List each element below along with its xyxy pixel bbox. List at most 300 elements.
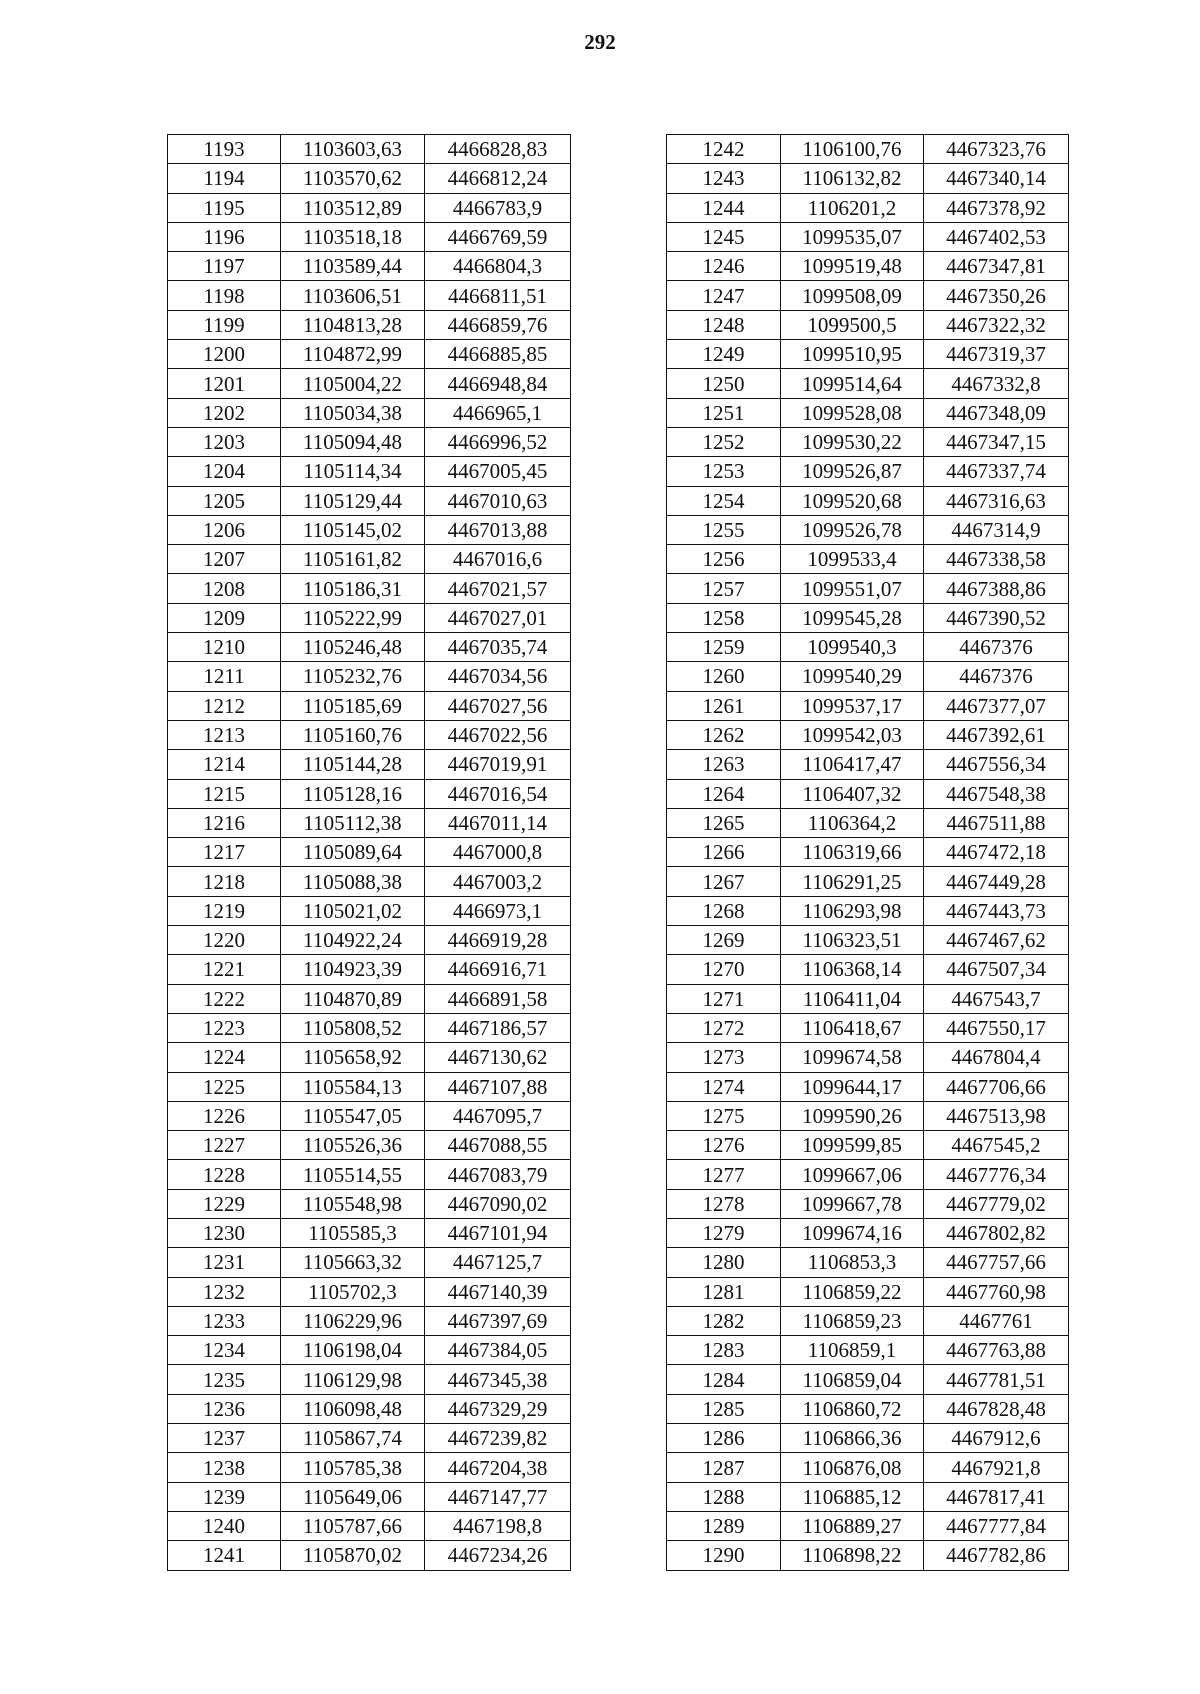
x-coordinate-cell: 1099674,16 [781, 1218, 924, 1247]
point-number-cell: 1215 [168, 779, 281, 808]
x-coordinate-cell: 1105867,74 [281, 1424, 425, 1453]
table-row [168, 515, 571, 544]
table-row [168, 779, 571, 808]
x-coordinate-cell: 1105658,92 [281, 1043, 425, 1072]
point-number-cell: 1213 [168, 720, 281, 749]
x-coordinate-cell: 1105145,02 [281, 515, 425, 544]
point-number-cell: 1237 [168, 1424, 281, 1453]
table-row [667, 662, 1069, 691]
x-coordinate-cell: 1099545,28 [781, 603, 924, 632]
point-number-cell: 1287 [667, 1453, 781, 1482]
table-row [667, 1072, 1069, 1101]
table-row [168, 486, 571, 515]
x-coordinate-cell: 1103606,51 [281, 281, 425, 310]
y-coordinate-cell: 4467377,07 [924, 691, 1069, 720]
x-coordinate-cell: 1105526,36 [281, 1131, 425, 1160]
y-coordinate-cell: 4467204,38 [425, 1453, 571, 1482]
y-coordinate-cell: 4467804,4 [924, 1043, 1069, 1072]
table-row [667, 691, 1069, 720]
y-coordinate-cell: 4467449,28 [924, 867, 1069, 896]
point-number-cell: 1232 [168, 1277, 281, 1306]
x-coordinate-cell: 1105161,82 [281, 545, 425, 574]
table-row [667, 603, 1069, 632]
y-coordinate-cell: 4467376 [924, 633, 1069, 662]
table-row [667, 1189, 1069, 1218]
table-row [667, 164, 1069, 193]
y-coordinate-cell: 4467760,98 [924, 1277, 1069, 1306]
point-number-cell: 1275 [667, 1101, 781, 1130]
x-coordinate-cell: 1106898,22 [781, 1541, 924, 1570]
point-number-cell: 1288 [667, 1482, 781, 1511]
point-number-cell: 1254 [667, 486, 781, 515]
point-number-cell: 1255 [667, 515, 781, 544]
x-coordinate-cell: 1103570,62 [281, 164, 425, 193]
x-coordinate-cell: 1105129,44 [281, 486, 425, 515]
x-coordinate-cell: 1105186,31 [281, 574, 425, 603]
table-row [168, 1482, 571, 1511]
y-coordinate-cell: 4467507,34 [924, 955, 1069, 984]
x-coordinate-cell: 1099667,78 [781, 1189, 924, 1218]
y-coordinate-cell: 4467763,88 [924, 1336, 1069, 1365]
x-coordinate-cell: 1105034,38 [281, 398, 425, 427]
table-row [168, 955, 571, 984]
point-number-cell: 1212 [168, 691, 281, 720]
table-row [168, 662, 571, 691]
x-coordinate-cell: 1105663,32 [281, 1248, 425, 1277]
table-row [667, 720, 1069, 749]
y-coordinate-cell: 4467388,86 [924, 574, 1069, 603]
table-row [667, 1160, 1069, 1189]
table-row [667, 1365, 1069, 1394]
x-coordinate-cell: 1099590,26 [781, 1101, 924, 1130]
x-coordinate-cell: 1106859,1 [781, 1336, 924, 1365]
x-coordinate-cell: 1099526,87 [781, 457, 924, 486]
x-coordinate-cell: 1099551,07 [781, 574, 924, 603]
x-coordinate-cell: 1099519,48 [781, 252, 924, 281]
table-row [168, 1101, 571, 1130]
table-row [168, 838, 571, 867]
point-number-cell: 1281 [667, 1277, 781, 1306]
y-coordinate-cell: 4467921,8 [924, 1453, 1069, 1482]
y-coordinate-cell: 4467467,62 [924, 926, 1069, 955]
y-coordinate-cell: 4467035,74 [425, 633, 571, 662]
table-row [667, 1101, 1069, 1130]
y-coordinate-cell: 4467757,66 [924, 1248, 1069, 1277]
y-coordinate-cell: 4467402,53 [924, 222, 1069, 251]
y-coordinate-cell: 4467761 [924, 1306, 1069, 1335]
y-coordinate-cell: 4466812,24 [425, 164, 571, 193]
x-coordinate-cell: 1099520,68 [781, 486, 924, 515]
table-row [667, 1277, 1069, 1306]
point-number-cell: 1224 [168, 1043, 281, 1072]
x-coordinate-cell: 1106859,22 [781, 1277, 924, 1306]
y-coordinate-cell: 4466996,52 [425, 427, 571, 456]
y-coordinate-cell: 4467782,86 [924, 1541, 1069, 1570]
table-row [667, 867, 1069, 896]
x-coordinate-cell: 1099537,17 [781, 691, 924, 720]
point-number-cell: 1235 [168, 1365, 281, 1394]
y-coordinate-cell: 4467186,57 [425, 1013, 571, 1042]
point-number-cell: 1211 [168, 662, 281, 691]
point-number-cell: 1238 [168, 1453, 281, 1482]
table-row [168, 457, 571, 486]
table-row [667, 633, 1069, 662]
table-row [168, 1131, 571, 1160]
point-number-cell: 1200 [168, 340, 281, 369]
table-row [168, 164, 571, 193]
y-coordinate-cell: 4467543,7 [924, 984, 1069, 1013]
x-coordinate-cell: 1099674,58 [781, 1043, 924, 1072]
x-coordinate-cell: 1106132,82 [781, 164, 924, 193]
x-coordinate-cell: 1105585,3 [281, 1218, 425, 1247]
y-coordinate-cell: 4467513,98 [924, 1101, 1069, 1130]
point-number-cell: 1265 [667, 808, 781, 837]
x-coordinate-cell: 1106198,04 [281, 1336, 425, 1365]
table-row [168, 1189, 571, 1218]
y-coordinate-cell: 4467706,66 [924, 1072, 1069, 1101]
table-row [168, 135, 571, 164]
x-coordinate-cell: 1103512,89 [281, 193, 425, 222]
table-row [168, 427, 571, 456]
y-coordinate-cell: 4466769,59 [425, 222, 571, 251]
table-row [667, 398, 1069, 427]
table-row [168, 1160, 571, 1189]
y-coordinate-cell: 4467347,15 [924, 427, 1069, 456]
table-row [667, 1013, 1069, 1042]
x-coordinate-cell: 1104870,89 [281, 984, 425, 1013]
point-number-cell: 1227 [168, 1131, 281, 1160]
y-coordinate-cell: 4467140,39 [425, 1277, 571, 1306]
coordinates-table-right [666, 134, 1069, 1571]
point-number-cell: 1277 [667, 1160, 781, 1189]
point-number-cell: 1209 [168, 603, 281, 632]
x-coordinate-cell: 1106876,08 [781, 1453, 924, 1482]
point-number-cell: 1253 [667, 457, 781, 486]
page-number: 292 [584, 30, 616, 54]
x-coordinate-cell: 1105246,48 [281, 633, 425, 662]
point-number-cell: 1249 [667, 340, 781, 369]
y-coordinate-cell: 4467472,18 [924, 838, 1069, 867]
x-coordinate-cell: 1106411,04 [781, 984, 924, 1013]
x-coordinate-cell: 1105547,05 [281, 1101, 425, 1130]
y-coordinate-cell: 4467378,92 [924, 193, 1069, 222]
table-row [168, 1336, 571, 1365]
y-coordinate-cell: 4467548,38 [924, 779, 1069, 808]
table-row [667, 838, 1069, 867]
y-coordinate-cell: 4467776,34 [924, 1160, 1069, 1189]
point-number-cell: 1266 [667, 838, 781, 867]
y-coordinate-cell: 4467090,02 [425, 1189, 571, 1218]
point-number-cell: 1246 [667, 252, 781, 281]
table-row [168, 310, 571, 339]
point-number-cell: 1225 [168, 1072, 281, 1101]
table-row [667, 750, 1069, 779]
x-coordinate-cell: 1099530,22 [781, 427, 924, 456]
table-row [168, 1013, 571, 1042]
table-row [168, 281, 571, 310]
y-coordinate-cell: 4466804,3 [425, 252, 571, 281]
y-coordinate-cell: 4467314,9 [924, 515, 1069, 544]
y-coordinate-cell: 4467550,17 [924, 1013, 1069, 1042]
x-coordinate-cell: 1105702,3 [281, 1277, 425, 1306]
table-row [667, 574, 1069, 603]
y-coordinate-cell: 4466965,1 [425, 398, 571, 427]
table-row [667, 515, 1069, 544]
x-coordinate-cell: 1106853,3 [781, 1248, 924, 1277]
table-row [667, 955, 1069, 984]
y-coordinate-cell: 4467376 [924, 662, 1069, 691]
table-row [667, 340, 1069, 369]
coordinates-table-left [167, 134, 571, 1571]
point-number-cell: 1282 [667, 1306, 781, 1335]
table-row [168, 1453, 571, 1482]
y-coordinate-cell: 4467130,62 [425, 1043, 571, 1072]
x-coordinate-cell: 1105222,99 [281, 603, 425, 632]
x-coordinate-cell: 1105787,66 [281, 1511, 425, 1540]
point-number-cell: 1244 [667, 193, 781, 222]
x-coordinate-cell: 1105808,52 [281, 1013, 425, 1042]
x-coordinate-cell: 1106291,25 [781, 867, 924, 896]
y-coordinate-cell: 4466885,85 [425, 340, 571, 369]
x-coordinate-cell: 1105021,02 [281, 896, 425, 925]
table-row [667, 222, 1069, 251]
x-coordinate-cell: 1099514,64 [781, 369, 924, 398]
table-row [667, 1306, 1069, 1335]
point-number-cell: 1290 [667, 1541, 781, 1570]
x-coordinate-cell: 1105584,13 [281, 1072, 425, 1101]
y-coordinate-cell: 4467384,05 [425, 1336, 571, 1365]
table-row [168, 984, 571, 1013]
point-number-cell: 1222 [168, 984, 281, 1013]
table-row [168, 1043, 571, 1072]
x-coordinate-cell: 1105232,76 [281, 662, 425, 691]
y-coordinate-cell: 4467101,94 [425, 1218, 571, 1247]
x-coordinate-cell: 1106319,66 [781, 838, 924, 867]
table-row [667, 135, 1069, 164]
x-coordinate-cell: 1105144,28 [281, 750, 425, 779]
table-row [667, 252, 1069, 281]
point-number-cell: 1231 [168, 1248, 281, 1277]
point-number-cell: 1228 [168, 1160, 281, 1189]
y-coordinate-cell: 4467107,88 [425, 1072, 571, 1101]
x-coordinate-cell: 1099533,4 [781, 545, 924, 574]
x-coordinate-cell: 1106293,98 [781, 896, 924, 925]
point-number-cell: 1195 [168, 193, 281, 222]
point-number-cell: 1269 [667, 926, 781, 955]
x-coordinate-cell: 1103589,44 [281, 252, 425, 281]
x-coordinate-cell: 1103518,18 [281, 222, 425, 251]
point-number-cell: 1236 [168, 1394, 281, 1423]
y-coordinate-cell: 4466891,58 [425, 984, 571, 1013]
table-row [168, 1365, 571, 1394]
y-coordinate-cell: 4467350,26 [924, 281, 1069, 310]
x-coordinate-cell: 1105548,98 [281, 1189, 425, 1218]
x-coordinate-cell: 1106859,23 [781, 1306, 924, 1335]
point-number-cell: 1270 [667, 955, 781, 984]
y-coordinate-cell: 4467239,82 [425, 1424, 571, 1453]
y-coordinate-cell: 4466828,83 [425, 135, 571, 164]
y-coordinate-cell: 4467021,57 [425, 574, 571, 603]
y-coordinate-cell: 4467338,58 [924, 545, 1069, 574]
x-coordinate-cell: 1105185,69 [281, 691, 425, 720]
point-number-cell: 1206 [168, 515, 281, 544]
y-coordinate-cell: 4467198,8 [425, 1511, 571, 1540]
table-row [168, 633, 571, 662]
y-coordinate-cell: 4466973,1 [425, 896, 571, 925]
point-number-cell: 1220 [168, 926, 281, 955]
point-number-cell: 1267 [667, 867, 781, 896]
table-row [168, 808, 571, 837]
y-coordinate-cell: 4467088,55 [425, 1131, 571, 1160]
y-coordinate-cell: 4466916,71 [425, 955, 571, 984]
table-row [667, 1218, 1069, 1247]
x-coordinate-cell: 1099528,08 [781, 398, 924, 427]
point-number-cell: 1201 [168, 369, 281, 398]
x-coordinate-cell: 1099599,85 [781, 1131, 924, 1160]
table-row [168, 1218, 571, 1247]
x-coordinate-cell: 1106201,2 [781, 193, 924, 222]
x-coordinate-cell: 1106866,36 [781, 1424, 924, 1453]
table-row [667, 1394, 1069, 1423]
y-coordinate-cell: 4467337,74 [924, 457, 1069, 486]
table-row [168, 1511, 571, 1540]
table-row [168, 867, 571, 896]
y-coordinate-cell: 4467390,52 [924, 603, 1069, 632]
y-coordinate-cell: 4467345,38 [425, 1365, 571, 1394]
y-coordinate-cell: 4467340,14 [924, 164, 1069, 193]
y-coordinate-cell: 4467016,54 [425, 779, 571, 808]
y-coordinate-cell: 4467019,91 [425, 750, 571, 779]
table-row [168, 574, 571, 603]
point-number-cell: 1259 [667, 633, 781, 662]
point-number-cell: 1289 [667, 1511, 781, 1540]
point-number-cell: 1214 [168, 750, 281, 779]
x-coordinate-cell: 1099508,09 [781, 281, 924, 310]
x-coordinate-cell: 1099667,06 [781, 1160, 924, 1189]
table-row [667, 1043, 1069, 1072]
x-coordinate-cell: 1104872,99 [281, 340, 425, 369]
table-row [667, 369, 1069, 398]
x-coordinate-cell: 1106859,04 [781, 1365, 924, 1394]
point-number-cell: 1223 [168, 1013, 281, 1042]
y-coordinate-cell: 4467392,61 [924, 720, 1069, 749]
table-row [168, 1248, 571, 1277]
y-coordinate-cell: 4467323,76 [924, 135, 1069, 164]
point-number-cell: 1283 [667, 1336, 781, 1365]
x-coordinate-cell: 1105094,48 [281, 427, 425, 456]
table-row [667, 310, 1069, 339]
table-row [667, 427, 1069, 456]
point-number-cell: 1197 [168, 252, 281, 281]
x-coordinate-cell: 1105649,06 [281, 1482, 425, 1511]
table-row [168, 896, 571, 925]
point-number-cell: 1216 [168, 808, 281, 837]
point-number-cell: 1262 [667, 720, 781, 749]
table-row [667, 1511, 1069, 1540]
x-coordinate-cell: 1104922,24 [281, 926, 425, 955]
y-coordinate-cell: 4467347,81 [924, 252, 1069, 281]
x-coordinate-cell: 1099535,07 [781, 222, 924, 251]
y-coordinate-cell: 4467010,63 [425, 486, 571, 515]
point-number-cell: 1285 [667, 1394, 781, 1423]
point-number-cell: 1272 [667, 1013, 781, 1042]
y-coordinate-cell: 4467003,2 [425, 867, 571, 896]
table-row [168, 398, 571, 427]
table-row [667, 281, 1069, 310]
x-coordinate-cell: 1106417,47 [781, 750, 924, 779]
y-coordinate-cell: 4467125,7 [425, 1248, 571, 1277]
table-row [168, 691, 571, 720]
y-coordinate-cell: 4467332,8 [924, 369, 1069, 398]
x-coordinate-cell: 1099510,95 [781, 340, 924, 369]
x-coordinate-cell: 1104923,39 [281, 955, 425, 984]
x-coordinate-cell: 1106860,72 [781, 1394, 924, 1423]
point-number-cell: 1260 [667, 662, 781, 691]
point-number-cell: 1268 [667, 896, 781, 925]
point-number-cell: 1280 [667, 1248, 781, 1277]
x-coordinate-cell: 1099526,78 [781, 515, 924, 544]
x-coordinate-cell: 1104813,28 [281, 310, 425, 339]
y-coordinate-cell: 4467319,37 [924, 340, 1069, 369]
table-row [168, 1541, 571, 1570]
point-number-cell: 1247 [667, 281, 781, 310]
point-number-cell: 1207 [168, 545, 281, 574]
point-number-cell: 1257 [667, 574, 781, 603]
y-coordinate-cell: 4467011,14 [425, 808, 571, 837]
x-coordinate-cell: 1106100,76 [781, 135, 924, 164]
y-coordinate-cell: 4467556,34 [924, 750, 1069, 779]
y-coordinate-cell: 4467083,79 [425, 1160, 571, 1189]
point-number-cell: 1263 [667, 750, 781, 779]
y-coordinate-cell: 4467828,48 [924, 1394, 1069, 1423]
table-row [667, 1482, 1069, 1511]
y-coordinate-cell: 4467095,7 [425, 1101, 571, 1130]
x-coordinate-cell: 1106098,48 [281, 1394, 425, 1423]
point-number-cell: 1203 [168, 427, 281, 456]
x-coordinate-cell: 1105514,55 [281, 1160, 425, 1189]
point-number-cell: 1258 [667, 603, 781, 632]
point-number-cell: 1205 [168, 486, 281, 515]
point-number-cell: 1279 [667, 1218, 781, 1247]
table-row [168, 1072, 571, 1101]
point-number-cell: 1202 [168, 398, 281, 427]
y-coordinate-cell: 4467348,09 [924, 398, 1069, 427]
table-row [168, 720, 571, 749]
table-row [168, 252, 571, 281]
x-coordinate-cell: 1106129,98 [281, 1365, 425, 1394]
point-number-cell: 1226 [168, 1101, 281, 1130]
point-number-cell: 1210 [168, 633, 281, 662]
y-coordinate-cell: 4467016,6 [425, 545, 571, 574]
point-number-cell: 1248 [667, 310, 781, 339]
table-row [667, 545, 1069, 574]
y-coordinate-cell: 4467511,88 [924, 808, 1069, 837]
y-coordinate-cell: 4466948,84 [425, 369, 571, 398]
point-number-cell: 1274 [667, 1072, 781, 1101]
point-number-cell: 1286 [667, 1424, 781, 1453]
table-row [168, 1424, 571, 1453]
point-number-cell: 1196 [168, 222, 281, 251]
table-row [667, 457, 1069, 486]
table-row [667, 1248, 1069, 1277]
point-number-cell: 1208 [168, 574, 281, 603]
x-coordinate-cell: 1099644,17 [781, 1072, 924, 1101]
point-number-cell: 1204 [168, 457, 281, 486]
x-coordinate-cell: 1105004,22 [281, 369, 425, 398]
x-coordinate-cell: 1105089,64 [281, 838, 425, 867]
y-coordinate-cell: 4467397,69 [425, 1306, 571, 1335]
y-coordinate-cell: 4467322,32 [924, 310, 1069, 339]
